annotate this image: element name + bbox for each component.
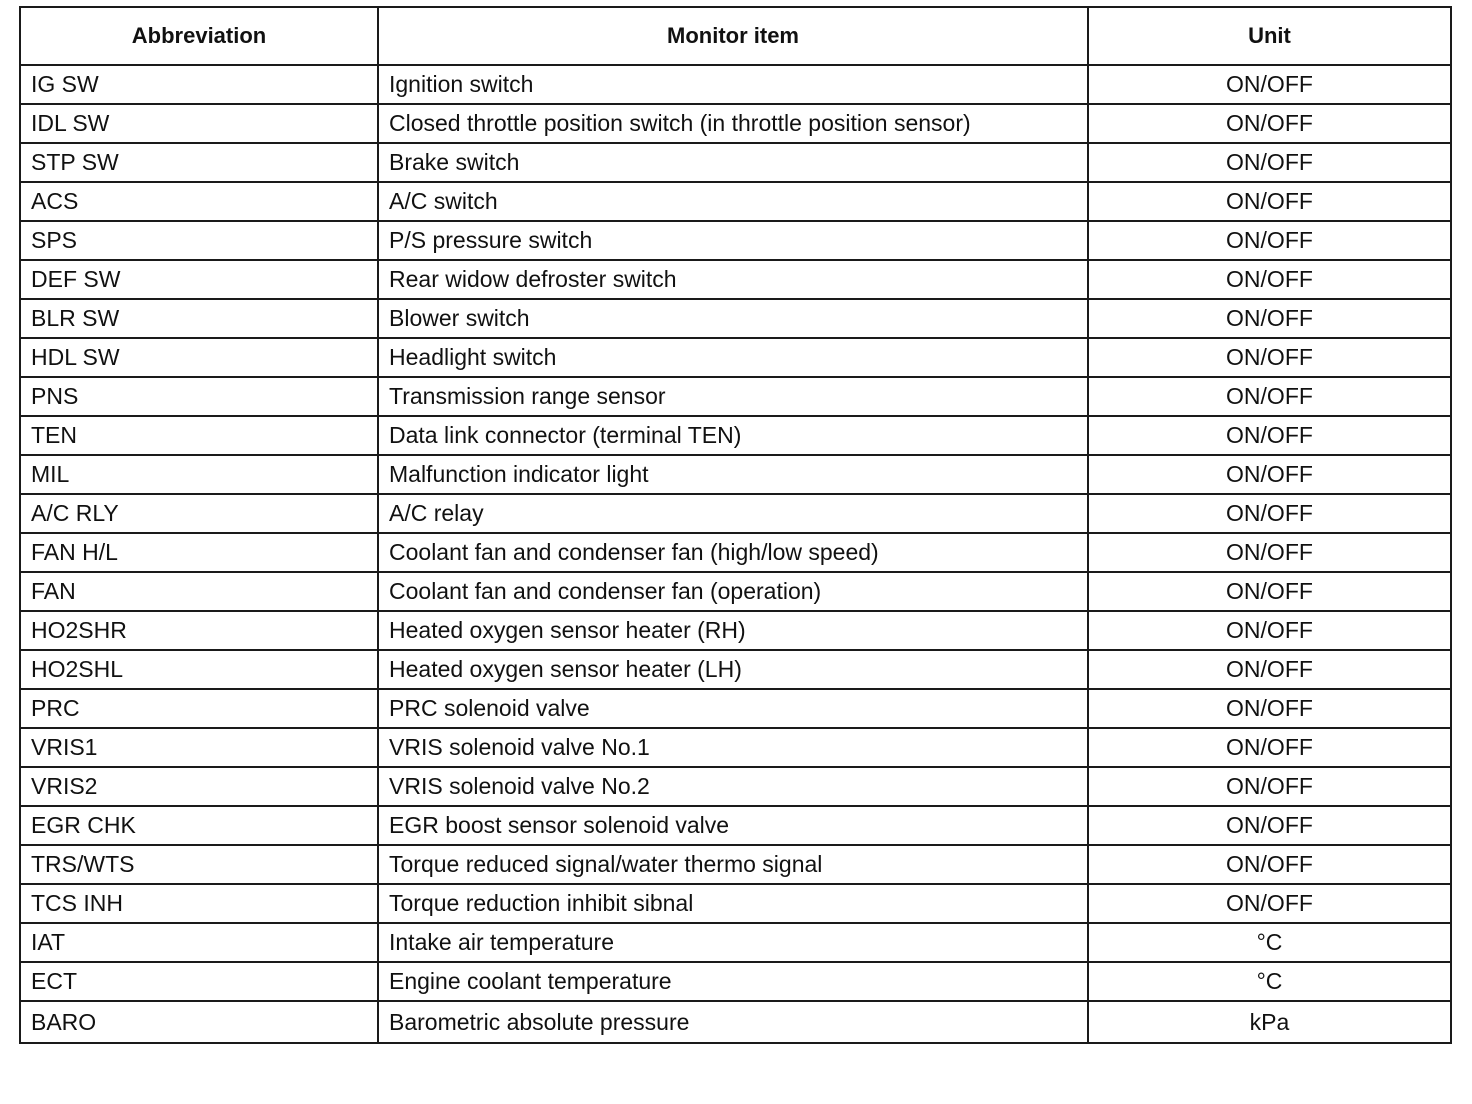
cell-unit: ON/OFF — [1088, 299, 1451, 338]
table-row — [20, 338, 1451, 377]
table-row — [20, 689, 1451, 728]
cell-abbreviation: HO2SHR — [20, 611, 378, 650]
table-body — [20, 65, 1451, 1043]
cell-unit: ON/OFF — [1088, 455, 1451, 494]
cell-monitor-item: P/S pressure switch — [378, 221, 1088, 260]
cell-abbreviation: HO2SHL — [20, 650, 378, 689]
table-row — [20, 65, 1451, 104]
table-row — [20, 221, 1451, 260]
cell-monitor-item: Heated oxygen sensor heater (RH) — [378, 611, 1088, 650]
cell-monitor-item: A/C relay — [378, 494, 1088, 533]
table-row — [20, 728, 1451, 767]
cell-monitor-item: PRC solenoid valve — [378, 689, 1088, 728]
cell-abbreviation: DEF SW — [20, 260, 378, 299]
table-row — [20, 494, 1451, 533]
table-row — [20, 455, 1451, 494]
cell-unit: ON/OFF — [1088, 143, 1451, 182]
cell-monitor-item: Torque reduction inhibit sibnal — [378, 884, 1088, 923]
cell-abbreviation: IG SW — [20, 65, 378, 104]
cell-monitor-item: Coolant fan and condenser fan (operation) — [378, 572, 1088, 611]
table-row — [20, 611, 1451, 650]
cell-abbreviation: HDL SW — [20, 338, 378, 377]
table-row — [20, 104, 1451, 143]
table-row — [20, 1001, 1451, 1043]
cell-monitor-item: Coolant fan and condenser fan (high/low speed) — [378, 533, 1088, 572]
header-unit: Unit — [1088, 7, 1451, 65]
cell-unit: ON/OFF — [1088, 377, 1451, 416]
table-row — [20, 650, 1451, 689]
cell-abbreviation: TCS INH — [20, 884, 378, 923]
cell-abbreviation: TEN — [20, 416, 378, 455]
table-row — [20, 572, 1451, 611]
table-row — [20, 962, 1451, 1001]
table-row — [20, 767, 1451, 806]
cell-monitor-item: VRIS solenoid valve No.2 — [378, 767, 1088, 806]
cell-unit: ON/OFF — [1088, 611, 1451, 650]
cell-unit: ON/OFF — [1088, 494, 1451, 533]
cell-monitor-item: Brake switch — [378, 143, 1088, 182]
table-row — [20, 923, 1451, 962]
cell-abbreviation: MIL — [20, 455, 378, 494]
cell-unit: ON/OFF — [1088, 416, 1451, 455]
table-row — [20, 260, 1451, 299]
cell-monitor-item: Transmission range sensor — [378, 377, 1088, 416]
cell-unit: ON/OFF — [1088, 533, 1451, 572]
cell-abbreviation: VRIS2 — [20, 767, 378, 806]
table-row — [20, 533, 1451, 572]
cell-unit: ON/OFF — [1088, 806, 1451, 845]
cell-abbreviation: VRIS1 — [20, 728, 378, 767]
table-header-row — [20, 7, 1451, 65]
cell-unit: ON/OFF — [1088, 572, 1451, 611]
cell-monitor-item: Heated oxygen sensor heater (LH) — [378, 650, 1088, 689]
cell-monitor-item: Engine coolant temperature — [378, 962, 1088, 1001]
cell-abbreviation: A/C RLY — [20, 494, 378, 533]
table-row — [20, 416, 1451, 455]
cell-abbreviation: BARO — [20, 1001, 378, 1043]
monitor-items-table — [19, 6, 1452, 1044]
cell-unit: ON/OFF — [1088, 221, 1451, 260]
cell-abbreviation: ECT — [20, 962, 378, 1001]
table-row — [20, 182, 1451, 221]
cell-monitor-item: Malfunction indicator light — [378, 455, 1088, 494]
cell-unit: ON/OFF — [1088, 884, 1451, 923]
cell-abbreviation: PNS — [20, 377, 378, 416]
cell-unit: °C — [1088, 923, 1451, 962]
cell-monitor-item: Closed throttle position switch (in throttle position sensor) — [378, 104, 1088, 143]
table-row — [20, 377, 1451, 416]
cell-monitor-item: Headlight switch — [378, 338, 1088, 377]
table-row — [20, 845, 1451, 884]
cell-unit: ON/OFF — [1088, 182, 1451, 221]
cell-abbreviation: STP SW — [20, 143, 378, 182]
cell-unit: ON/OFF — [1088, 845, 1451, 884]
cell-monitor-item: Torque reduced signal/water thermo signal — [378, 845, 1088, 884]
cell-abbreviation: BLR SW — [20, 299, 378, 338]
cell-unit: kPa — [1088, 1001, 1451, 1043]
table-row — [20, 884, 1451, 923]
cell-monitor-item: Rear widow defroster switch — [378, 260, 1088, 299]
cell-abbreviation: EGR CHK — [20, 806, 378, 845]
header-abbreviation: Abbreviation — [20, 7, 378, 65]
cell-abbreviation: PRC — [20, 689, 378, 728]
cell-monitor-item: VRIS solenoid valve No.1 — [378, 728, 1088, 767]
table-row — [20, 806, 1451, 845]
cell-abbreviation: IAT — [20, 923, 378, 962]
cell-unit: ON/OFF — [1088, 338, 1451, 377]
cell-monitor-item: Data link connector (terminal TEN) — [378, 416, 1088, 455]
cell-abbreviation: FAN H/L — [20, 533, 378, 572]
cell-abbreviation: SPS — [20, 221, 378, 260]
cell-unit: °C — [1088, 962, 1451, 1001]
table-row — [20, 143, 1451, 182]
cell-monitor-item: EGR boost sensor solenoid valve — [378, 806, 1088, 845]
cell-monitor-item: Ignition switch — [378, 65, 1088, 104]
cell-abbreviation: TRS/WTS — [20, 845, 378, 884]
header-monitor-item: Monitor item — [378, 7, 1088, 65]
cell-unit: ON/OFF — [1088, 767, 1451, 806]
cell-monitor-item: Blower switch — [378, 299, 1088, 338]
cell-monitor-item: Intake air temperature — [378, 923, 1088, 962]
cell-monitor-item: A/C switch — [378, 182, 1088, 221]
cell-unit: ON/OFF — [1088, 689, 1451, 728]
cell-abbreviation: FAN — [20, 572, 378, 611]
cell-unit: ON/OFF — [1088, 650, 1451, 689]
cell-abbreviation: IDL SW — [20, 104, 378, 143]
cell-unit: ON/OFF — [1088, 728, 1451, 767]
cell-monitor-item: Barometric absolute pressure — [378, 1001, 1088, 1043]
cell-unit: ON/OFF — [1088, 65, 1451, 104]
cell-abbreviation: ACS — [20, 182, 378, 221]
table-row — [20, 299, 1451, 338]
cell-unit: ON/OFF — [1088, 104, 1451, 143]
cell-unit: ON/OFF — [1088, 260, 1451, 299]
